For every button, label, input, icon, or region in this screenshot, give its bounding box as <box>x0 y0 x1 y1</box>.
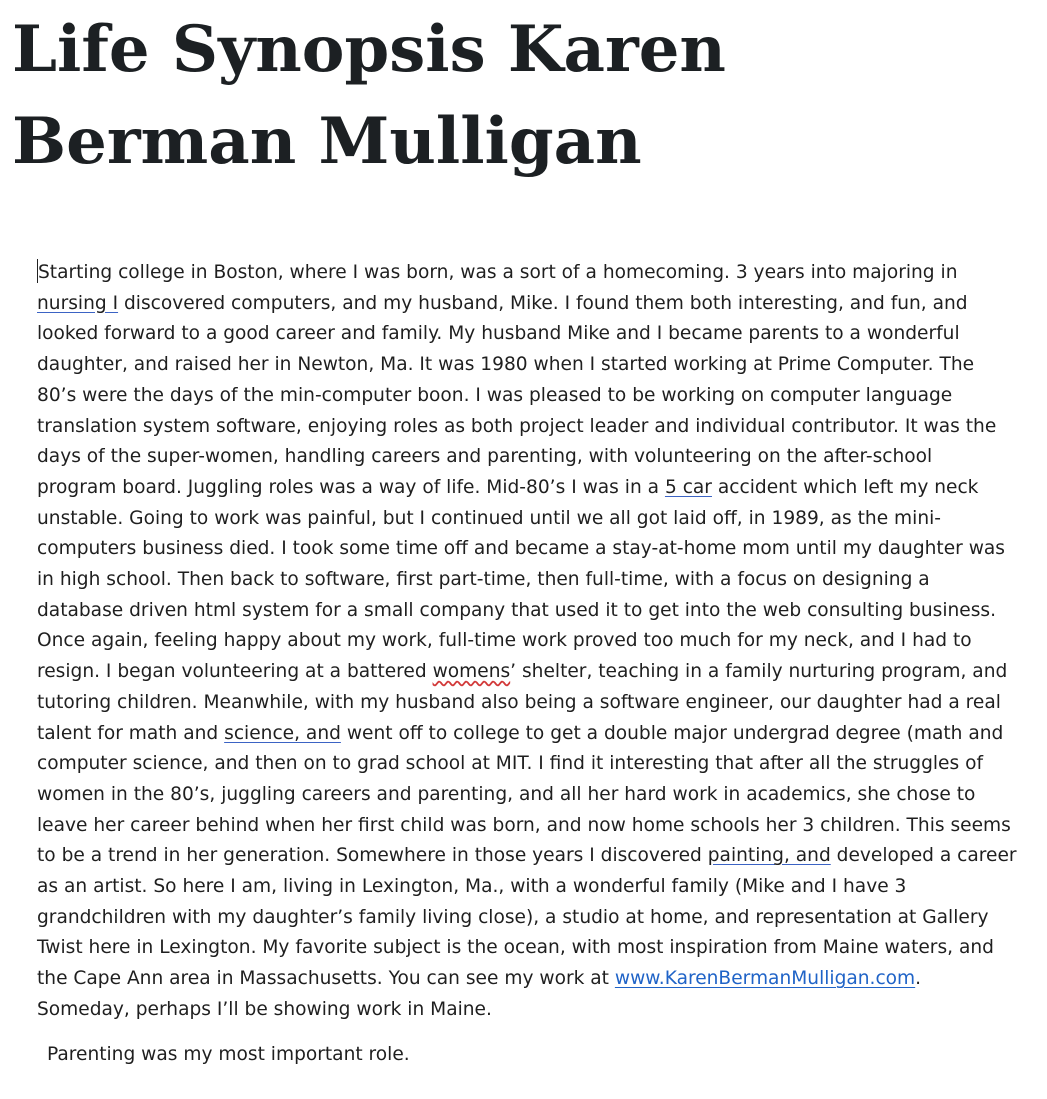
grammar-flag[interactable]: painting, and <box>707 845 831 867</box>
text-line: daughter, and raised her in Newton, Ma. It was 1980 when I started working at Prime Computer. The <box>37 354 975 376</box>
text-line: as an artist. So here I am, living in Lexington, Ma., with a wonderful family (Mike and I have 3 <box>37 876 907 898</box>
text-line: unstable. Going to work was painful, but I continued until we all got laid off, in 1989, as the mini- <box>37 507 941 529</box>
website-link[interactable]: www.KarenBermanMulligan.com <box>614 968 916 990</box>
text-line: translation system software, enjoying roles as both project leader and individual contributor. It was the <box>37 415 997 437</box>
text-line: grandchildren with my daughter’s family living close), a studio at home, and representation at Gallery <box>37 906 989 928</box>
text-line: Once again, feeling happy about my work, full-time work proved too much for my neck, and I had to <box>37 630 972 652</box>
text-line: leave her career behind when her first child was born, and now home schools her 3 children. This seems <box>37 814 1011 836</box>
text-line: the Cape Ann area in Massachusetts. You can see my work at www.KarenBermanMulligan.com. <box>37 968 922 990</box>
text-line: program board. Juggling roles was a way of life. Mid-80’s I was in a 5 car accident which left my neck <box>37 476 979 498</box>
text-line: database driven html system for a small company that used it to get into the web consulting business. <box>37 599 997 621</box>
text-line: resign. I began volunteering at a battered womens’ shelter, teaching in a family nurturing program, and <box>37 661 1008 683</box>
grammar-flag[interactable]: nursing I <box>37 292 119 314</box>
grammar-flag[interactable]: science, and <box>224 722 341 744</box>
text-line: to be a trend in her generation. Somewhere in those years I discovered painting, and developed a career <box>37 845 1017 867</box>
text-line: Starting college in Boston, where I was born, was a sort of a homecoming. 3 years into majoring in <box>37 258 1029 289</box>
text-line: Twist here in Lexington. My favorite subject is the ocean, with most inspiration from Maine waters, and <box>37 937 994 959</box>
document-title: Life Synopsis Karen Berman Mulligan <box>12 12 726 179</box>
spelling-flag[interactable]: womens <box>432 661 511 683</box>
text-line: talent for math and science, and went off to college to get a double major undergrad degree (math and <box>37 722 1004 744</box>
text-line: in high school. Then back to software, first part-time, then full-time, with a focus on designing a <box>37 569 930 591</box>
synopsis-paragraph <box>37 258 1029 1026</box>
grammar-flag[interactable]: 5 car <box>664 476 712 498</box>
text-line: women in the 80’s, juggling careers and parenting, and all her hard work in academics, she chose to <box>37 783 976 805</box>
text-line: tutoring children. Meanwhile, with my husband also being a software engineer, our daughter had a real <box>37 691 1001 713</box>
text-line: 80’s were the days of the min-computer boon. I was pleased to be working on computer language <box>37 384 953 406</box>
text-line: Someday, perhaps I’ll be showing work in Maine. <box>37 998 492 1020</box>
text-line: computers business died. I took some time off and became a stay-at-home mom until my daughter was <box>37 538 1005 560</box>
text-line: computer science, and then on to grad school at MIT. I find it interesting that after all the struggles of <box>37 753 984 775</box>
text-line: days of the super-women, handling careers and parenting, with volunteering on the after-school <box>37 446 933 468</box>
closing-statement: Parenting was my most important role. <box>47 1044 410 1065</box>
text-line: nursing I discovered computers, and my husband, Mike. I found them both interesting, and fun, and <box>37 292 968 314</box>
text-line: looked forward to a good career and family. My husband Mike and I became parents to a wonderful <box>37 323 960 345</box>
